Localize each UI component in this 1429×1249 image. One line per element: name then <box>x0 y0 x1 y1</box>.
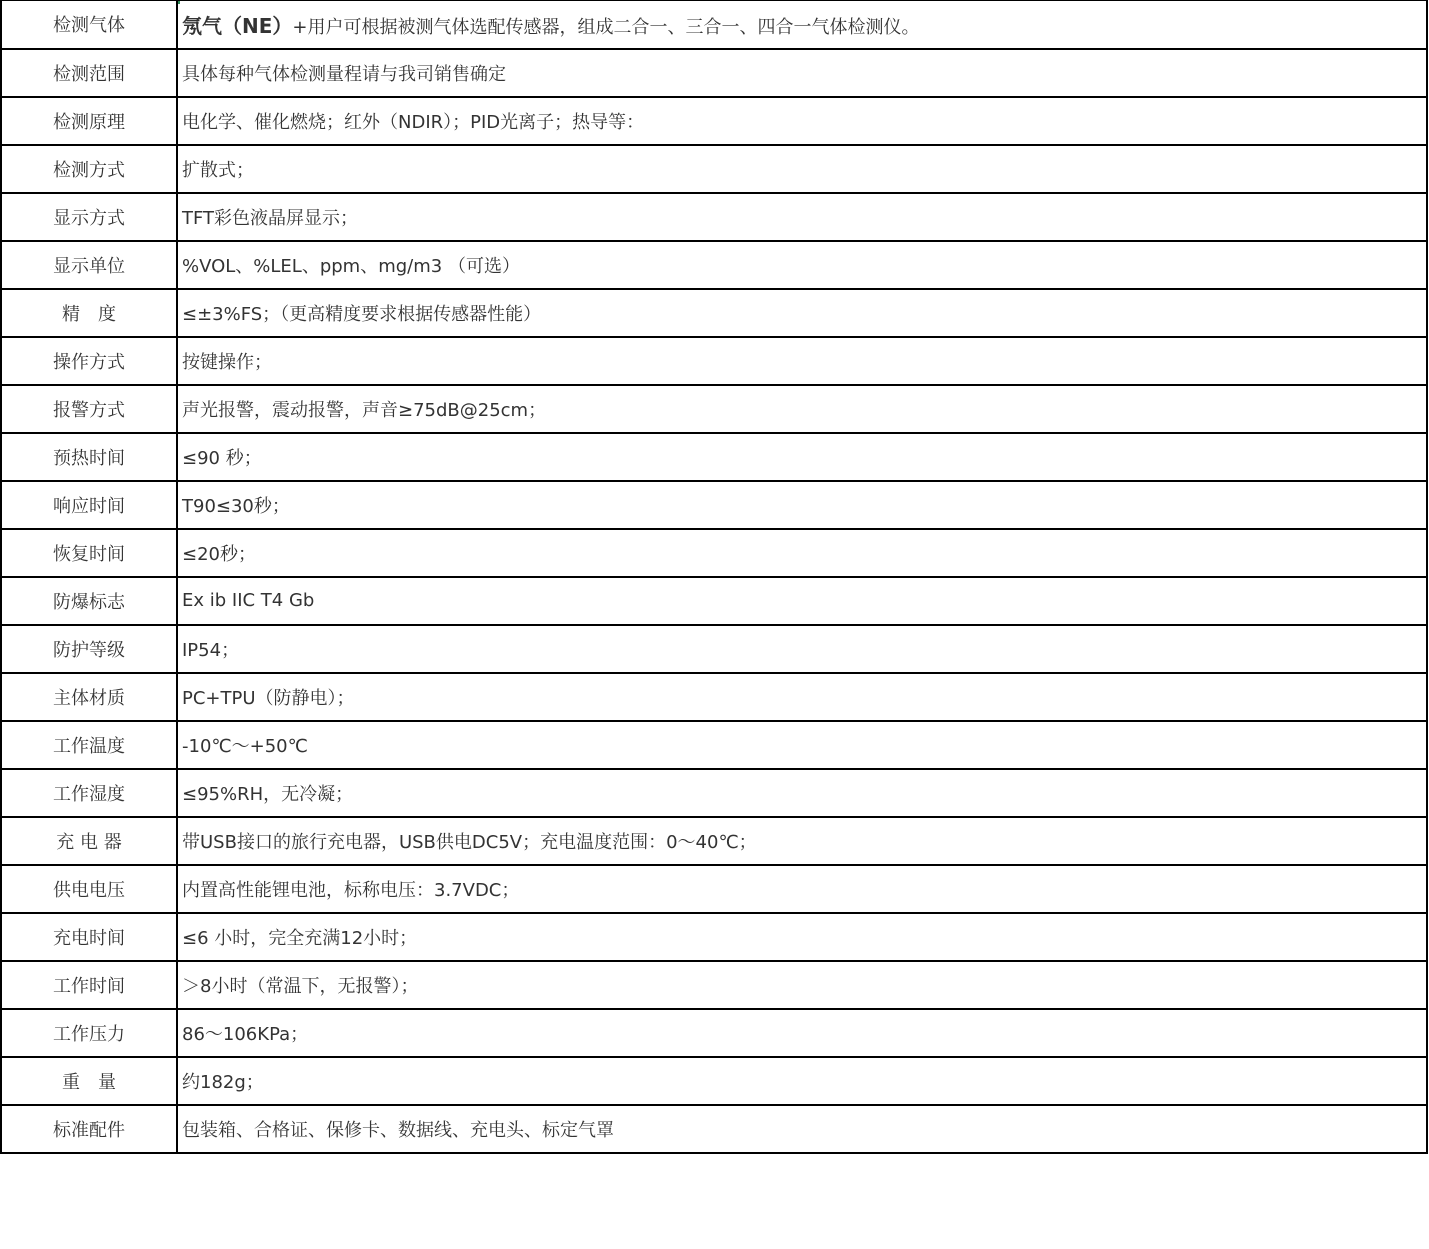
row-label: 预热时间 <box>1 433 177 481</box>
row-label: 恢复时间 <box>1 529 177 577</box>
row-label: 标准配件 <box>1 1105 177 1153</box>
row-label: 报警方式 <box>1 385 177 433</box>
table-row <box>1 433 1427 481</box>
table-row <box>1 1009 1427 1057</box>
row-value: ≤90 秒； <box>177 433 1427 481</box>
table-row <box>1 721 1427 769</box>
row-label: 工作压力 <box>1 1009 177 1057</box>
row-value-text: +用户可根据被测气体选配传感器，组成二合一、三合一、四合一气体检测仪。 <box>292 16 920 38</box>
table-row <box>1 577 1427 625</box>
row-label: 显示单位 <box>1 241 177 289</box>
table-row <box>1 817 1427 865</box>
row-label: 响应时间 <box>1 481 177 529</box>
table-row <box>1 145 1427 193</box>
row-value: -10℃～+50℃ <box>177 721 1427 769</box>
row-label: 操作方式 <box>1 337 177 385</box>
table-row <box>1 289 1427 337</box>
row-label: 充 电 器 <box>1 817 177 865</box>
row-value: ＞8小时（常温下，无报警）； <box>177 961 1427 1009</box>
row-label: 检测原理 <box>1 97 177 145</box>
row-value <box>177 1 1427 49</box>
row-label: 主体材质 <box>1 673 177 721</box>
row-value: 按键操作； <box>177 337 1427 385</box>
row-label: 重 量 <box>1 1057 177 1105</box>
row-value: PC+TPU（防静电）； <box>177 673 1427 721</box>
row-value: IP54； <box>177 625 1427 673</box>
table-row <box>1 49 1427 97</box>
row-value: ≤6 小时，完全充满12小时； <box>177 913 1427 961</box>
row-value: ≤95%RH，无冷凝； <box>177 769 1427 817</box>
table-row <box>1 97 1427 145</box>
row-value: ≤20秒； <box>177 529 1427 577</box>
row-label: 工作湿度 <box>1 769 177 817</box>
row-value: 带USB接口的旅行充电器，USB供电DC5V；充电温度范围：0～40℃； <box>177 817 1427 865</box>
row-value: 声光报警，震动报警，声音≥75dB@25cm； <box>177 385 1427 433</box>
table-row <box>1 961 1427 1009</box>
row-label: 工作温度 <box>1 721 177 769</box>
row-value: 具体每种气体检测量程请与我司销售确定 <box>177 49 1427 97</box>
row-value: ≤±3%FS；（更高精度要求根据传感器性能） <box>177 289 1427 337</box>
row-label: 充电时间 <box>1 913 177 961</box>
table-row <box>1 769 1427 817</box>
table-row <box>1 865 1427 913</box>
row-label: 检测方式 <box>1 145 177 193</box>
row-label: 供电电压 <box>1 865 177 913</box>
table-row <box>1 241 1427 289</box>
row-label: 显示方式 <box>1 193 177 241</box>
row-value: TFT彩色液晶屏显示； <box>177 193 1427 241</box>
row-value: %VOL、%LEL、ppm、mg/m3 （可选） <box>177 241 1427 289</box>
table-row <box>1 673 1427 721</box>
table-row <box>1 481 1427 529</box>
row-label: 检测气体 <box>1 1 177 49</box>
table-row <box>1 385 1427 433</box>
row-value-emphasis: 氖气（NE） <box>182 13 293 38</box>
row-value: 扩散式； <box>177 145 1427 193</box>
table-row <box>1 529 1427 577</box>
row-value: Ex ib IIC T4 Gb <box>177 577 1427 625</box>
row-label: 防护等级 <box>1 625 177 673</box>
table-row <box>1 193 1427 241</box>
row-value: T90≤30秒； <box>177 481 1427 529</box>
row-label: 检测范围 <box>1 49 177 97</box>
table-row <box>1 337 1427 385</box>
table-row <box>1 1105 1427 1153</box>
row-label: 精 度 <box>1 289 177 337</box>
row-label: 工作时间 <box>1 961 177 1009</box>
table-row <box>1 913 1427 961</box>
table-row <box>1 1 1427 49</box>
row-value: 包装箱、合格证、保修卡、数据线、充电头、标定气罩 <box>177 1105 1427 1153</box>
table-row <box>1 1057 1427 1105</box>
row-value: 约182g； <box>177 1057 1427 1105</box>
row-value: 86～106KPa； <box>177 1009 1427 1057</box>
table-row <box>1 625 1427 673</box>
row-value: 内置高性能锂电池，标称电压：3.7VDC； <box>177 865 1427 913</box>
row-value: 电化学、催化燃烧；红外（NDIR）；PID光离子；热导等： <box>177 97 1427 145</box>
row-label: 防爆标志 <box>1 577 177 625</box>
